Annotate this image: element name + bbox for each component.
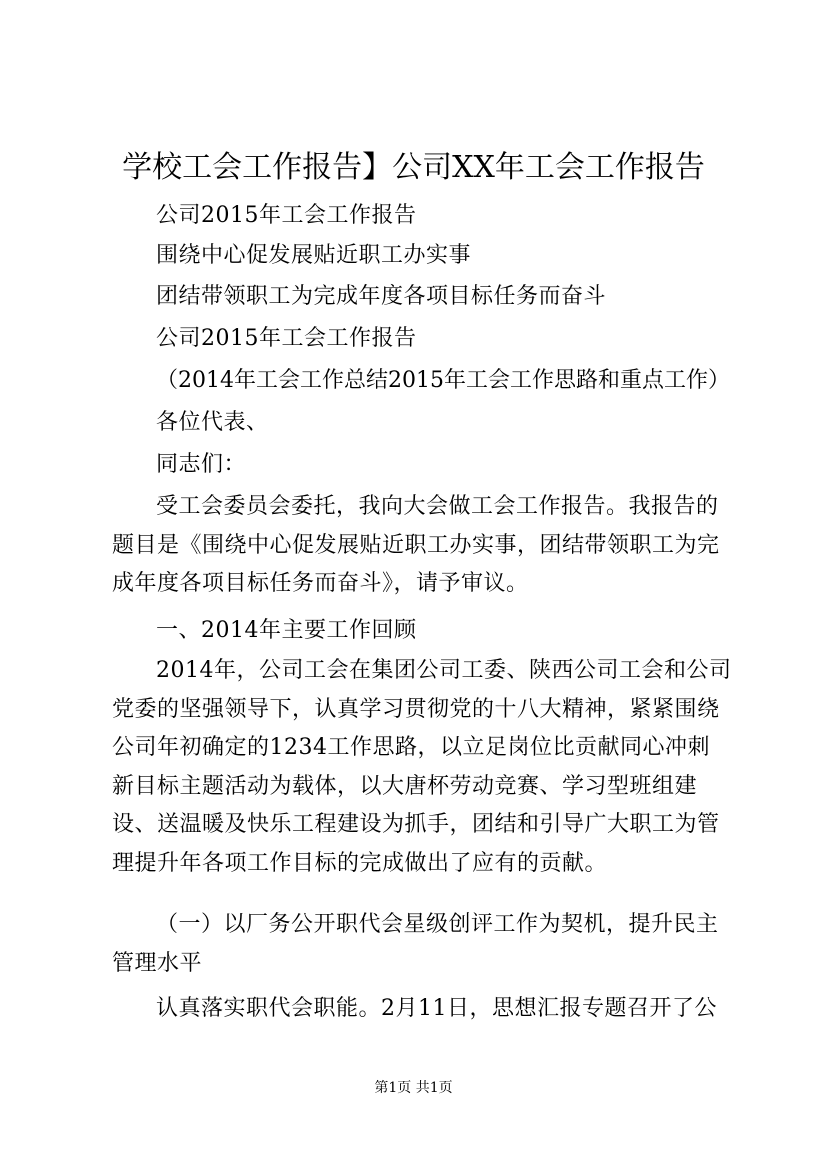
paragraph-subtitle-3: 团结带领职工为完成年度各项目标任务而奋斗 [156,284,607,309]
page-footer: 第1页 共1页 [374,1080,453,1096]
paragraph-review: 2014年，公司工会在集团公司工委、陕西公司工会和公司党委的坚强领导下，认真学习贯彻党的十八大精神，紧紧围绕公司年初确定的1234工作思路，以立足岗位比贡献同心冲刺新目标主题活动为载体，以大唐杯劳动竞赛、学习型班组建设、送温暖及快乐工程建设为抓手，团结和引导广大职工为管理提升年各项工作目标的完成做出了应有的贡献。 [112,658,732,876]
paragraph-intro: 受工会委员会委托，我向大会做工会工作报告。我报告的题目是《围绕中心促发展贴近职工办实事，团结带领职工为完成年度各项目标任务而奋斗》，请予审议。 [112,494,720,596]
paragraph-salutation-1: 各位代表、 [156,410,269,435]
document-title: 学校工会工作报告】公司XX年工会工作报告 [122,150,705,185]
paragraph-subtitle-5: （2014年工会工作总结2015年工会工作思路和重点工作） [156,368,730,393]
paragraph-subtitle-2: 围绕中心促发展贴近职工办实事 [156,243,472,268]
paragraph-subtitle-1: 公司2015年工会工作报告 [156,203,417,228]
subsection-heading-1: （一）以厂务公开职代会星级创评工作为契机，提升民主管理水平 [112,912,719,976]
paragraph-salutation-2: 同志们： [156,452,247,477]
paragraph-subtitle-4: 公司2015年工会工作报告 [156,326,417,351]
paragraph-body-1: 认真落实职代会职能。2月11日，思想汇报专题召开了公 [156,996,717,1021]
section-heading-1: 一、2014年主要工作回顾 [156,618,417,643]
